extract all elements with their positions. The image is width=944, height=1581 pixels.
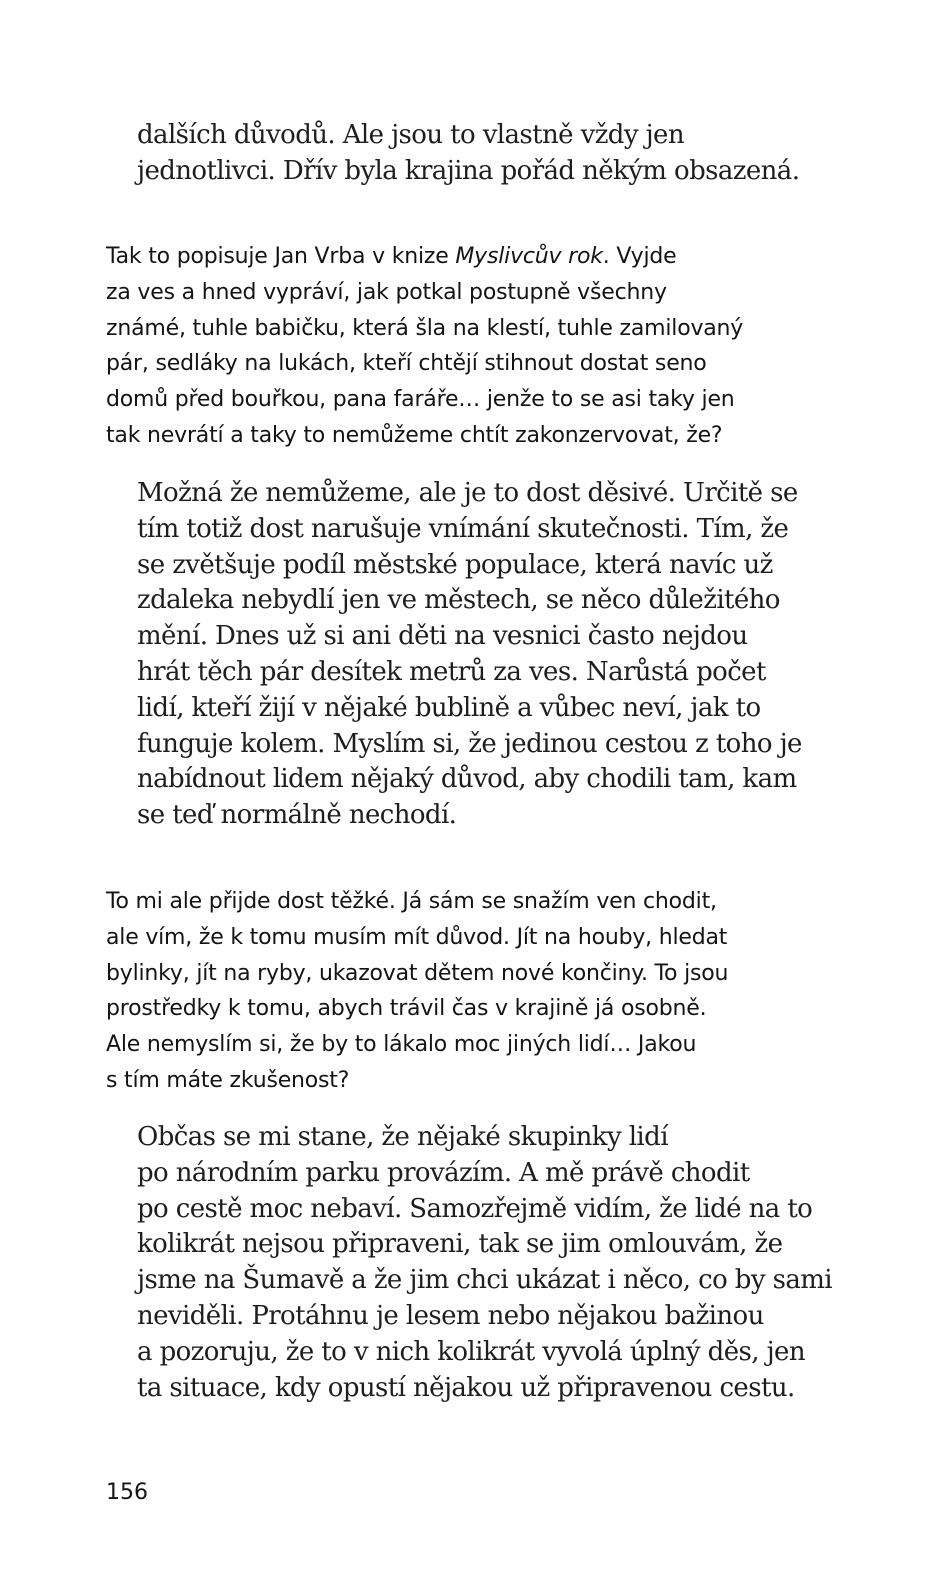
question-paragraph-1 — [106, 239, 743, 454]
text-line: Občas se mi stane, že nějaké skupinky lidí — [137, 1122, 668, 1152]
text-line: bylinky, jít na ryby, ukazovat dětem nové končiny. To jsou — [106, 960, 729, 986]
text-line: hrát těch pár desítek metrů za ves. Narůstá počet — [137, 656, 766, 687]
text-line: mění. Dnes už si ani děti na vesnici často nejdou — [137, 621, 748, 652]
text-line: kolikrát nejsou připraveni, tak se jim omlouvám, že — [137, 1229, 783, 1260]
text-line: zdaleka nebydlí jen ve městech, se něco důležitého — [137, 585, 780, 616]
text-line: se zvětšuje podíl městské populace, která navíc už — [137, 549, 773, 580]
text-line: To mi ale přijde dost těžké. Já sám se snažím ven chodit, — [106, 889, 717, 914]
text-fragment: Tak to popisuje Jan Vrba v knize — [106, 244, 456, 269]
text-line: za ves a hned vypráví, jak potkal postupně všechny — [106, 279, 667, 305]
text-line: tím totiž dost narušuje vnímání skutečnosti. Tím, že — [137, 513, 789, 544]
answer-paragraph-3 — [137, 1120, 832, 1406]
text-line: se teď normálně nechodí. — [137, 800, 457, 831]
text-line: Možná že nemůžeme, ale je to dost děsivé. Určitě se — [137, 478, 798, 508]
text-line: funguje kolem. Myslím si, že jedinou cestou z toho je — [137, 728, 802, 759]
book-title: Myslivcův rok — [455, 244, 603, 269]
text-line: po cestě moc nebaví. Samozřejmě vidím, že lidé na to — [137, 1193, 813, 1224]
text-line: Ale nemyslím si, že by to lákalo moc jiných lidí… Jakou — [106, 1032, 697, 1058]
answer-paragraph-1 — [137, 118, 799, 190]
text-line: ale vím, že k tomu musím mít důvod. Jít na houby, hledat — [106, 924, 728, 950]
question-paragraph-2 — [106, 884, 728, 1099]
answer-paragraph-2 — [137, 476, 802, 834]
text-line: jsme na Šumavě a že jim chci ukázat i něco, co by sami — [137, 1265, 832, 1296]
page-number: 156 — [106, 1480, 148, 1505]
text-line: s tím máte zkušenost? — [106, 1067, 350, 1093]
text-line: lidí, kteří žijí v nějaké bublině a vůbec neví, jak to — [137, 692, 761, 723]
text-line: dalších důvodů. Ale jsou to vlastně vždy jen — [137, 120, 684, 150]
text-line: nabídnout lidem nějaký důvod, aby chodili tam, kam — [137, 764, 797, 795]
text-line: prostředky k tomu, abych trávil čas v krajině já osobně. — [106, 996, 707, 1022]
text-line: domů před bouřkou, pana faráře… jenže to se asi taky jen — [106, 387, 735, 413]
text-line: po národním parku provázím. A mě právě chodit — [137, 1157, 750, 1188]
text-line: a pozoruju, že to v nich kolikrát vyvolá úplný děs, jen — [137, 1336, 805, 1367]
text-line: ta situace, kdy opustí nějakou už připravenou cestu. — [137, 1372, 795, 1403]
text-line: jednotlivci. Dřív byla krajina pořád někým obsazená. — [137, 155, 800, 186]
text-line — [106, 239, 743, 275]
text-line: známé, tuhle babičku, která šla na klestí, tuhle zamilovaný — [106, 315, 744, 341]
text-fragment: . Vyjde — [602, 244, 677, 269]
text-line: tak nevrátí a taky to nemůžeme chtít zakonzervovat, že? — [106, 422, 723, 448]
text-line: neviděli. Protáhnu je lesem nebo nějakou bažinou — [137, 1300, 764, 1331]
text-line: pár, sedláky na lukách, kteří chtějí stihnout dostat seno — [106, 351, 707, 377]
